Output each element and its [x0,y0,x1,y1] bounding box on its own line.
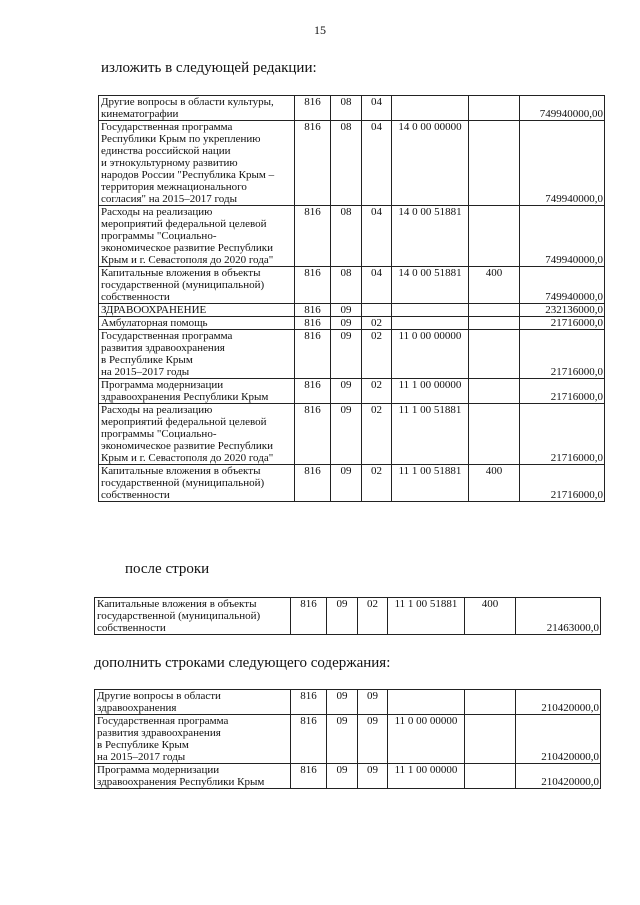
amount-cell: 210420000,0 [516,715,601,764]
ministry-code: 816 [295,121,331,206]
row-description [95,598,291,635]
description-line: Капитальные вложения в объекты [101,267,261,279]
target-article-code: 11 1 00 51881 [392,404,469,465]
amount-cell: 749940000,00 [520,96,605,121]
section-code: 08 [331,206,362,267]
ministry-code: 816 [291,690,327,715]
description-line: экономическое развитие Республики [101,242,273,254]
description-line: Государственная программа [97,715,229,727]
row-description [95,690,291,715]
subsection-code: 02 [362,465,392,502]
table-row [99,317,605,330]
expense-type-code [469,404,520,465]
amount-cell: 210420000,0 [516,690,601,715]
target-article-code: 11 1 00 51881 [392,465,469,502]
budget-table-reference-row [94,597,601,635]
description-line: Расходы на реализацию [101,206,213,218]
description-line: здравоохранения Республики Крым [97,776,265,788]
target-article-code: 11 1 00 00000 [392,379,469,404]
description-line: Крым и г. Севастополя до 2020 года" [101,254,274,266]
description-line: территория межнационального [101,181,247,193]
table-row [99,379,605,404]
row-description [99,304,295,317]
row-description [99,317,295,330]
description-line: Другие вопросы в области культуры, [101,96,274,108]
target-article-code: 11 1 00 51881 [388,598,465,635]
description-line: мероприятий федеральной целевой [101,416,267,428]
table-row [99,330,605,379]
description-line: Государственная программа [101,121,233,133]
table-row [95,690,601,715]
instruction-set-wording: изложить в следующей редакции: [101,60,317,76]
description-line: Амбулаторная помощь [101,317,208,329]
amount-cell: 21716000,0 [520,379,605,404]
table-row [95,764,601,789]
description-line: здравоохранения [97,702,177,714]
target-article-code [392,304,469,317]
table-row [95,598,601,635]
description-line: в Республике Крым [101,354,193,366]
description-line: Другие вопросы в области [97,690,221,702]
target-article-code: 11 1 00 00000 [388,764,465,789]
subsection-code: 04 [362,96,392,121]
row-description [99,379,295,404]
target-article-code: 11 0 00 00000 [388,715,465,764]
ministry-code: 816 [295,96,331,121]
expense-type-code: 400 [469,465,520,502]
ministry-code: 816 [295,404,331,465]
target-article-code [392,96,469,121]
expense-type-code [465,690,516,715]
subsection-code: 02 [362,330,392,379]
amount-cell: 749940000,0 [520,267,605,304]
ministry-code: 816 [291,764,327,789]
amount-cell: 21716000,0 [520,317,605,330]
row-description [99,404,295,465]
subsection-code: 04 [362,206,392,267]
table-row [99,465,605,502]
target-article-code: 14 0 00 51881 [392,206,469,267]
table-row [99,121,605,206]
row-description [99,121,295,206]
description-line: народов России "Республика Крым – [101,169,275,181]
description-line: собственности [97,622,166,634]
subsection-code: 09 [358,690,388,715]
row-description [99,267,295,304]
section-code: 09 [327,715,358,764]
amount-cell: 210420000,0 [516,764,601,789]
description-line: Государственная программа [101,330,233,342]
description-line: программы "Социально- [101,428,217,440]
ministry-code: 816 [295,330,331,379]
target-article-code [392,317,469,330]
subsection-code [362,304,392,317]
description-line: Расходы на реализацию [101,404,213,416]
expense-type-code [465,715,516,764]
description-line: Крым и г. Севастополя до 2020 года" [101,452,274,464]
target-article-code [388,690,465,715]
instruction-after-row: после строки [125,561,210,577]
description-line: Капитальные вложения в объекты [101,465,261,477]
ministry-code: 816 [295,317,331,330]
expense-type-code [465,764,516,789]
section-code: 09 [331,379,362,404]
description-line: собственности [101,489,170,501]
description-line: государственной (муниципальной) [101,477,265,489]
row-description [95,764,291,789]
page-number: 15 [314,23,326,37]
section-code: 09 [331,317,362,330]
description-line: Программа модернизации [97,764,220,776]
row-description [99,96,295,121]
expense-type-code [469,96,520,121]
description-line: программы "Социально- [101,230,217,242]
description-line: в Республике Крым [97,739,189,751]
description-line: согласия" на 2015–2017 годы [101,193,237,205]
ministry-code: 816 [295,465,331,502]
ministry-code: 816 [295,206,331,267]
expense-type-code [469,206,520,267]
description-line: Программа модернизации [101,379,224,391]
subsection-code: 09 [358,764,388,789]
description-line: ЗДРАВООХРАНЕНИЕ [101,304,207,316]
budget-table-amended [98,95,605,502]
subsection-code: 02 [358,598,388,635]
expense-type-code [469,379,520,404]
expense-type-code [469,304,520,317]
ministry-code: 816 [291,598,327,635]
subsection-code: 02 [362,317,392,330]
section-code: 09 [327,764,358,789]
table-row [99,304,605,317]
description-line: экономическое развитие Республики [101,440,273,452]
amount-cell: 749940000,0 [520,206,605,267]
table-row [95,715,601,764]
table-row [99,267,605,304]
description-line: здравоохранения Республики Крым [101,391,269,403]
table-row [99,404,605,465]
section-code: 09 [331,465,362,502]
description-line: развития здравоохранения [97,727,221,739]
description-line: государственной (муниципальной) [101,279,265,291]
expense-type-code: 400 [469,267,520,304]
amount-cell: 21716000,0 [520,330,605,379]
amount-cell: 232136000,0 [520,304,605,317]
section-code: 08 [331,96,362,121]
description-line: кинематографии [101,108,179,120]
row-description [99,206,295,267]
section-code: 09 [327,598,358,635]
ministry-code: 816 [295,304,331,317]
description-line: единства российской нации [101,145,231,157]
instruction-add-rows: дополнить строками следующего содержания: [94,655,391,671]
ministry-code: 816 [295,379,331,404]
amount-cell: 21716000,0 [520,404,605,465]
expense-type-code [469,330,520,379]
target-article-code: 14 0 00 00000 [392,121,469,206]
ministry-code: 816 [295,267,331,304]
subsection-code: 04 [362,121,392,206]
table-row [99,206,605,267]
row-description [95,715,291,764]
description-line: на 2015–2017 годы [97,751,186,763]
description-line: и этнокультурному развитию [101,157,238,169]
target-article-code: 14 0 00 51881 [392,267,469,304]
description-line: развития здравоохранения [101,342,225,354]
description-line: мероприятий федеральной целевой [101,218,267,230]
ministry-code: 816 [291,715,327,764]
section-code: 09 [331,404,362,465]
row-description [99,330,295,379]
amount-cell: 21463000,0 [516,598,601,635]
subsection-code: 04 [362,267,392,304]
section-code: 09 [331,304,362,317]
section-code: 08 [331,267,362,304]
expense-type-code: 400 [465,598,516,635]
section-code: 08 [331,121,362,206]
subsection-code: 02 [362,379,392,404]
description-line: Капитальные вложения в объекты [97,598,257,610]
amount-cell: 21716000,0 [520,465,605,502]
subsection-code: 02 [362,404,392,465]
section-code: 09 [331,330,362,379]
description-line: государственной (муниципальной) [97,610,261,622]
subsection-code: 09 [358,715,388,764]
expense-type-code [469,317,520,330]
table-row [99,96,605,121]
description-line: Республики Крым по укреплению [101,133,261,145]
description-line: на 2015–2017 годы [101,366,190,378]
amount-cell: 749940000,0 [520,121,605,206]
expense-type-code [469,121,520,206]
budget-table-added-rows [94,689,601,789]
row-description [99,465,295,502]
description-line: собственности [101,291,170,303]
target-article-code: 11 0 00 00000 [392,330,469,379]
section-code: 09 [327,690,358,715]
